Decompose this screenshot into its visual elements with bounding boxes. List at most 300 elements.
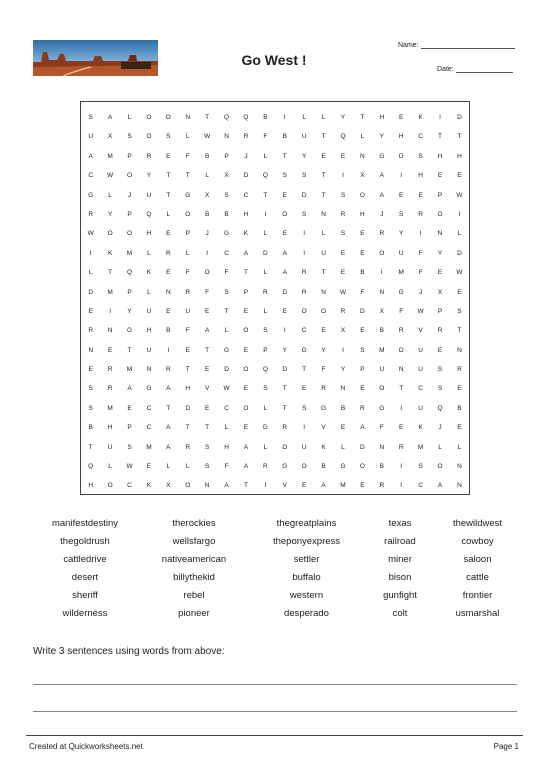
- grid-letter[interactable]: S: [418, 463, 423, 471]
- answer-line[interactable]: [33, 711, 517, 712]
- grid-letter[interactable]: Y: [379, 133, 384, 141]
- grid-letter[interactable]: N: [107, 327, 113, 335]
- grid-letter[interactable]: W: [223, 385, 230, 393]
- grid-letter[interactable]: E: [399, 424, 404, 432]
- grid-letter[interactable]: W: [339, 288, 347, 296]
- grid-letter[interactable]: R: [379, 230, 385, 238]
- grid-letter[interactable]: F: [185, 327, 190, 335]
- grid-letter[interactable]: B: [379, 463, 384, 471]
- grid-letter[interactable]: E: [360, 327, 365, 335]
- grid-letter[interactable]: U: [146, 346, 152, 354]
- grid-letter[interactable]: E: [399, 191, 404, 199]
- grid-letter[interactable]: T: [457, 327, 462, 335]
- grid-letter[interactable]: E: [340, 269, 346, 277]
- grid-letter[interactable]: L: [185, 133, 190, 141]
- grid-letter[interactable]: U: [301, 443, 307, 451]
- grid-letter[interactable]: Y: [302, 152, 307, 160]
- grid-letter[interactable]: T: [457, 133, 462, 141]
- grid-letter[interactable]: M: [107, 404, 113, 412]
- grid-letter[interactable]: R: [88, 210, 94, 218]
- grid-letter[interactable]: I: [419, 230, 422, 238]
- grid-letter[interactable]: N: [224, 133, 229, 141]
- grid-letter[interactable]: H: [146, 327, 152, 335]
- grid-letter[interactable]: B: [457, 404, 462, 412]
- grid-letter[interactable]: D: [398, 152, 404, 160]
- grid-letter[interactable]: V: [204, 385, 210, 393]
- grid-letter[interactable]: E: [302, 385, 307, 393]
- grid-letter[interactable]: T: [282, 404, 287, 412]
- grid-letter[interactable]: R: [185, 288, 191, 296]
- grid-letter[interactable]: A: [166, 385, 171, 393]
- grid-letter[interactable]: O: [359, 463, 365, 471]
- grid-letter[interactable]: O: [107, 230, 113, 238]
- grid-letter[interactable]: O: [398, 346, 404, 354]
- grid-letter[interactable]: C: [146, 424, 152, 432]
- grid-letter[interactable]: I: [458, 210, 461, 218]
- grid-letter[interactable]: T: [166, 404, 171, 412]
- grid-letter[interactable]: Y: [282, 346, 287, 354]
- grid-letter[interactable]: F: [224, 269, 229, 277]
- grid-letter[interactable]: R: [243, 133, 249, 141]
- grid-letter[interactable]: F: [224, 463, 229, 471]
- grid-letter[interactable]: T: [302, 366, 307, 374]
- grid-letter[interactable]: L: [88, 269, 93, 277]
- grid-letter[interactable]: E: [146, 463, 152, 471]
- grid-letter[interactable]: B: [204, 152, 210, 160]
- grid-letter[interactable]: L: [185, 249, 190, 257]
- grid-letter[interactable]: X: [340, 327, 346, 335]
- grid-letter[interactable]: M: [107, 152, 113, 160]
- grid-letter[interactable]: E: [127, 404, 132, 412]
- grid-letter[interactable]: L: [147, 249, 151, 257]
- grid-letter[interactable]: R: [301, 288, 307, 296]
- grid-letter[interactable]: A: [107, 114, 113, 121]
- grid-letter[interactable]: X: [437, 288, 443, 296]
- grid-letter[interactable]: A: [379, 172, 384, 180]
- grid-letter[interactable]: B: [263, 114, 268, 121]
- grid-letter[interactable]: S: [302, 404, 307, 412]
- grid-letter[interactable]: S: [437, 385, 443, 393]
- grid-letter[interactable]: C: [243, 191, 249, 199]
- grid-letter[interactable]: O: [321, 307, 327, 315]
- grid-letter[interactable]: N: [146, 366, 152, 374]
- grid-letter[interactable]: L: [321, 114, 326, 121]
- grid-letter[interactable]: H: [418, 172, 423, 180]
- grid-letter[interactable]: T: [360, 114, 365, 121]
- grid-letter[interactable]: T: [185, 172, 190, 180]
- grid-letter[interactable]: G: [398, 288, 404, 296]
- grid-letter[interactable]: P: [185, 230, 190, 238]
- grid-letter[interactable]: F: [185, 269, 190, 277]
- grid-letter[interactable]: G: [321, 404, 327, 412]
- grid-letter[interactable]: X: [224, 172, 229, 180]
- grid-letter[interactable]: M: [126, 366, 133, 374]
- grid-letter[interactable]: T: [438, 133, 442, 141]
- grid-letter[interactable]: I: [303, 424, 306, 432]
- grid-letter[interactable]: E: [282, 191, 287, 199]
- grid-letter[interactable]: E: [204, 366, 210, 374]
- grid-letter[interactable]: N: [457, 346, 462, 354]
- grid-letter[interactable]: N: [379, 443, 385, 451]
- grid-letter[interactable]: A: [166, 443, 171, 451]
- grid-letter[interactable]: E: [457, 288, 462, 296]
- grid-letter[interactable]: N: [88, 346, 94, 354]
- grid-letter[interactable]: L: [302, 114, 306, 121]
- grid-letter[interactable]: E: [243, 307, 249, 315]
- grid-letter[interactable]: D: [282, 288, 288, 296]
- grid-letter[interactable]: S: [224, 191, 229, 199]
- grid-letter[interactable]: E: [166, 152, 171, 160]
- grid-letter[interactable]: O: [301, 463, 307, 471]
- grid-letter[interactable]: L: [341, 443, 345, 451]
- grid-letter[interactable]: F: [360, 288, 365, 296]
- grid-letter[interactable]: K: [146, 482, 152, 490]
- grid-letter[interactable]: Q: [262, 172, 268, 180]
- grid-letter[interactable]: E: [107, 346, 113, 354]
- grid-letter[interactable]: M: [398, 269, 404, 277]
- grid-letter[interactable]: H: [379, 114, 385, 121]
- grid-letter[interactable]: J: [205, 230, 209, 238]
- date-field[interactable]: [437, 65, 513, 73]
- grid-letter[interactable]: D: [88, 288, 94, 296]
- grid-letter[interactable]: I: [400, 172, 403, 180]
- grid-letter[interactable]: U: [379, 366, 385, 374]
- grid-letter[interactable]: O: [437, 210, 443, 218]
- grid-letter[interactable]: G: [379, 152, 385, 160]
- grid-letter[interactable]: Y: [146, 172, 152, 180]
- grid-letter[interactable]: Q: [224, 114, 230, 121]
- grid-letter[interactable]: L: [263, 152, 268, 160]
- grid-letter[interactable]: Y: [107, 210, 113, 218]
- grid-letter[interactable]: O: [379, 249, 385, 257]
- grid-letter[interactable]: C: [146, 404, 152, 412]
- grid-letter[interactable]: I: [400, 482, 403, 490]
- grid-letter[interactable]: F: [321, 366, 326, 374]
- grid-letter[interactable]: E: [88, 366, 93, 374]
- grid-letter[interactable]: U: [418, 346, 423, 354]
- grid-letter[interactable]: J: [438, 424, 442, 432]
- grid-letter[interactable]: Q: [88, 463, 94, 471]
- grid-letter[interactable]: D: [457, 114, 462, 121]
- grid-letter[interactable]: O: [243, 327, 249, 335]
- grid-letter[interactable]: H: [88, 482, 94, 490]
- grid-letter[interactable]: K: [243, 230, 249, 238]
- grid-letter[interactable]: I: [109, 307, 112, 315]
- grid-letter[interactable]: H: [398, 133, 404, 141]
- grid-letter[interactable]: B: [88, 424, 93, 432]
- grid-letter[interactable]: M: [417, 443, 424, 451]
- grid-letter[interactable]: V: [418, 327, 423, 335]
- grid-letter[interactable]: P: [437, 191, 443, 199]
- grid-letter[interactable]: R: [263, 288, 268, 296]
- grid-letter[interactable]: E: [340, 249, 346, 257]
- grid-letter[interactable]: D: [263, 424, 268, 432]
- grid-letter[interactable]: C: [418, 385, 423, 393]
- grid-letter[interactable]: N: [379, 288, 385, 296]
- grid-letter[interactable]: E: [360, 385, 365, 393]
- grid-letter[interactable]: H: [243, 210, 249, 218]
- grid-letter[interactable]: F: [418, 249, 423, 257]
- grid-letter[interactable]: A: [224, 482, 229, 490]
- grid-letter[interactable]: L: [108, 463, 112, 471]
- grid-letter[interactable]: E: [243, 424, 249, 432]
- grid-letter[interactable]: Q: [243, 114, 249, 121]
- grid-letter[interactable]: T: [185, 424, 190, 432]
- grid-letter[interactable]: R: [398, 443, 404, 451]
- grid-letter[interactable]: K: [418, 424, 423, 432]
- grid-letter[interactable]: G: [185, 191, 191, 199]
- grid-letter[interactable]: G: [301, 346, 307, 354]
- grid-letter[interactable]: S: [127, 133, 132, 141]
- grid-letter[interactable]: S: [340, 230, 346, 238]
- grid-letter[interactable]: S: [263, 327, 268, 335]
- grid-letter[interactable]: R: [457, 366, 462, 374]
- grid-letter[interactable]: A: [282, 269, 287, 277]
- grid-letter[interactable]: O: [437, 463, 443, 471]
- grid-letter[interactable]: O: [282, 443, 288, 451]
- grid-letter[interactable]: T: [127, 346, 132, 354]
- grid-letter[interactable]: E: [166, 307, 171, 315]
- grid-letter[interactable]: H: [146, 230, 152, 238]
- grid-letter[interactable]: Y: [340, 114, 346, 121]
- grid-letter[interactable]: D: [224, 366, 229, 374]
- answer-line[interactable]: [33, 684, 517, 685]
- grid-letter[interactable]: T: [243, 482, 248, 490]
- grid-letter[interactable]: O: [359, 191, 365, 199]
- grid-letter[interactable]: N: [185, 114, 191, 121]
- grid-letter[interactable]: O: [146, 133, 152, 141]
- grid-letter[interactable]: T: [205, 114, 210, 121]
- grid-letter[interactable]: T: [88, 443, 93, 451]
- grid-letter[interactable]: F: [418, 269, 423, 277]
- grid-letter[interactable]: H: [224, 443, 229, 451]
- grid-letter[interactable]: R: [340, 210, 346, 218]
- grid-letter[interactable]: R: [146, 152, 152, 160]
- grid-letter[interactable]: O: [204, 269, 210, 277]
- grid-letter[interactable]: T: [321, 269, 326, 277]
- grid-letter[interactable]: U: [88, 133, 94, 141]
- grid-letter[interactable]: Y: [399, 230, 404, 238]
- grid-letter[interactable]: V: [282, 482, 287, 490]
- grid-letter[interactable]: E: [166, 230, 171, 238]
- grid-letter[interactable]: C: [418, 133, 423, 141]
- grid-letter[interactable]: E: [457, 424, 462, 432]
- grid-letter[interactable]: W: [456, 191, 463, 199]
- grid-letter[interactable]: A: [243, 249, 249, 257]
- grid-letter[interactable]: T: [282, 152, 287, 160]
- grid-letter[interactable]: R: [418, 210, 423, 218]
- grid-letter[interactable]: E: [321, 152, 326, 160]
- grid-letter[interactable]: B: [204, 210, 210, 218]
- grid-letter[interactable]: I: [206, 249, 209, 257]
- grid-letter[interactable]: E: [418, 191, 423, 199]
- grid-letter[interactable]: L: [185, 463, 190, 471]
- grid-letter[interactable]: T: [205, 346, 210, 354]
- grid-letter[interactable]: S: [360, 346, 365, 354]
- grid-letter[interactable]: H: [185, 385, 191, 393]
- grid-letter[interactable]: B: [360, 269, 365, 277]
- grid-letter[interactable]: H: [107, 424, 113, 432]
- grid-letter[interactable]: O: [126, 230, 133, 238]
- grid-letter[interactable]: S: [204, 443, 210, 451]
- grid-letter[interactable]: L: [108, 191, 112, 199]
- grid-letter[interactable]: S: [88, 385, 93, 393]
- grid-letter[interactable]: N: [321, 288, 326, 296]
- grid-letter[interactable]: L: [321, 230, 326, 238]
- grid-letter[interactable]: D: [301, 191, 307, 199]
- grid-letter[interactable]: K: [321, 443, 326, 451]
- grid-letter[interactable]: Y: [437, 249, 443, 257]
- grid-letter[interactable]: E: [360, 482, 365, 490]
- grid-letter[interactable]: B: [282, 133, 287, 141]
- grid-letter[interactable]: T: [282, 385, 287, 393]
- grid-letter[interactable]: I: [342, 346, 344, 354]
- grid-letter[interactable]: L: [457, 230, 462, 238]
- grid-letter[interactable]: C: [301, 327, 307, 335]
- grid-letter[interactable]: S: [88, 114, 93, 121]
- grid-letter[interactable]: U: [418, 366, 423, 374]
- grid-letter[interactable]: R: [263, 463, 268, 471]
- grid-letter[interactable]: F: [263, 133, 268, 141]
- grid-letter[interactable]: E: [282, 307, 287, 315]
- grid-letter[interactable]: G: [282, 463, 288, 471]
- grid-letter[interactable]: I: [303, 230, 306, 238]
- name-field[interactable]: [398, 41, 515, 49]
- grid-letter[interactable]: S: [302, 210, 307, 218]
- grid-letter[interactable]: S: [437, 366, 443, 374]
- grid-letter[interactable]: X: [360, 172, 365, 180]
- grid-letter[interactable]: P: [243, 288, 249, 296]
- grid-letter[interactable]: Q: [437, 404, 443, 412]
- grid-letter[interactable]: L: [263, 230, 268, 238]
- grid-letter[interactable]: P: [437, 307, 443, 315]
- grid-letter[interactable]: A: [379, 191, 384, 199]
- grid-letter[interactable]: X: [107, 133, 113, 141]
- grid-letter[interactable]: Q: [146, 210, 152, 218]
- grid-letter[interactable]: F: [399, 307, 404, 315]
- grid-letter[interactable]: T: [263, 191, 268, 199]
- grid-letter[interactable]: M: [126, 249, 133, 257]
- grid-letter[interactable]: O: [379, 385, 385, 393]
- grid-letter[interactable]: R: [185, 443, 191, 451]
- grid-letter[interactable]: G: [88, 191, 94, 199]
- grid-letter[interactable]: S: [166, 133, 171, 141]
- grid-letter[interactable]: E: [282, 230, 287, 238]
- grid-letter[interactable]: S: [224, 288, 229, 296]
- grid-letter[interactable]: S: [127, 443, 132, 451]
- grid-letter[interactable]: E: [437, 346, 443, 354]
- grid-letter[interactable]: R: [301, 269, 307, 277]
- grid-letter[interactable]: H: [360, 210, 365, 218]
- grid-letter[interactable]: H: [437, 152, 443, 160]
- grid-letter[interactable]: J: [127, 191, 132, 199]
- grid-letter[interactable]: J: [244, 152, 248, 160]
- grid-letter[interactable]: L: [457, 443, 462, 451]
- grid-letter[interactable]: A: [166, 424, 171, 432]
- grid-letter[interactable]: O: [185, 482, 191, 490]
- grid-letter[interactable]: S: [282, 172, 287, 180]
- grid-letter[interactable]: O: [282, 210, 288, 218]
- grid-letter[interactable]: R: [321, 385, 326, 393]
- grid-letter[interactable]: A: [243, 443, 249, 451]
- grid-letter[interactable]: C: [224, 249, 229, 257]
- grid-letter[interactable]: U: [321, 249, 326, 257]
- grid-letter[interactable]: A: [127, 385, 132, 393]
- grid-letter[interactable]: E: [457, 385, 462, 393]
- grid-letter[interactable]: R: [282, 424, 288, 432]
- grid-letter[interactable]: O: [243, 404, 249, 412]
- grid-letter[interactable]: I: [380, 269, 383, 277]
- grid-letter[interactable]: A: [321, 482, 326, 490]
- grid-letter[interactable]: D: [263, 249, 268, 257]
- grid-letter[interactable]: F: [379, 424, 384, 432]
- grid-letter[interactable]: P: [127, 210, 132, 218]
- grid-letter[interactable]: E: [437, 172, 443, 180]
- grid-letter[interactable]: N: [321, 210, 326, 218]
- grid-letter[interactable]: T: [185, 366, 190, 374]
- grid-letter[interactable]: T: [243, 269, 248, 277]
- grid-letter[interactable]: I: [89, 249, 92, 257]
- grid-letter[interactable]: D: [457, 249, 462, 257]
- grid-letter[interactable]: R: [379, 482, 385, 490]
- grid-letter[interactable]: I: [400, 463, 403, 471]
- grid-letter[interactable]: P: [127, 288, 132, 296]
- grid-letter[interactable]: D: [282, 366, 288, 374]
- grid-letter[interactable]: T: [321, 133, 326, 141]
- grid-letter[interactable]: X: [379, 307, 384, 315]
- grid-letter[interactable]: G: [224, 346, 230, 354]
- grid-letter[interactable]: E: [243, 385, 249, 393]
- grid-letter[interactable]: R: [360, 404, 365, 412]
- grid-letter[interactable]: E: [88, 307, 93, 315]
- grid-letter[interactable]: I: [303, 249, 306, 257]
- grid-letter[interactable]: Y: [127, 307, 132, 315]
- grid-letter[interactable]: T: [399, 385, 404, 393]
- grid-letter[interactable]: O: [185, 210, 191, 218]
- grid-letter[interactable]: G: [379, 404, 385, 412]
- grid-letter[interactable]: N: [398, 366, 404, 374]
- grid-letter[interactable]: I: [283, 114, 286, 121]
- grid-letter[interactable]: R: [340, 307, 346, 315]
- grid-letter[interactable]: R: [107, 366, 113, 374]
- grid-letter[interactable]: R: [165, 366, 171, 374]
- grid-letter[interactable]: C: [88, 172, 94, 180]
- grid-letter[interactable]: L: [438, 443, 442, 451]
- grid-letter[interactable]: W: [126, 463, 133, 471]
- grid-letter[interactable]: P: [127, 424, 132, 432]
- grid-letter[interactable]: D: [185, 404, 191, 412]
- grid-letter[interactable]: D: [360, 443, 365, 451]
- grid-letter[interactable]: I: [283, 327, 286, 335]
- grid-letter[interactable]: E: [204, 307, 210, 315]
- grid-letter[interactable]: N: [204, 482, 210, 490]
- grid-letter[interactable]: P: [224, 152, 229, 160]
- grid-letter[interactable]: F: [185, 152, 190, 160]
- grid-letter[interactable]: G: [146, 385, 152, 393]
- grid-letter[interactable]: T: [321, 191, 326, 199]
- grid-letter[interactable]: D: [360, 307, 365, 315]
- grid-letter[interactable]: W: [417, 307, 424, 315]
- grid-letter[interactable]: L: [166, 210, 171, 218]
- grid-letter[interactable]: N: [340, 385, 346, 393]
- grid-letter[interactable]: T: [166, 172, 171, 180]
- grid-letter[interactable]: B: [224, 210, 229, 218]
- grid-letter[interactable]: E: [360, 249, 365, 257]
- grid-letter[interactable]: S: [88, 404, 93, 412]
- grid-letter[interactable]: E: [399, 114, 404, 121]
- grid-letter[interactable]: K: [107, 249, 113, 257]
- grid-letter[interactable]: L: [224, 424, 229, 432]
